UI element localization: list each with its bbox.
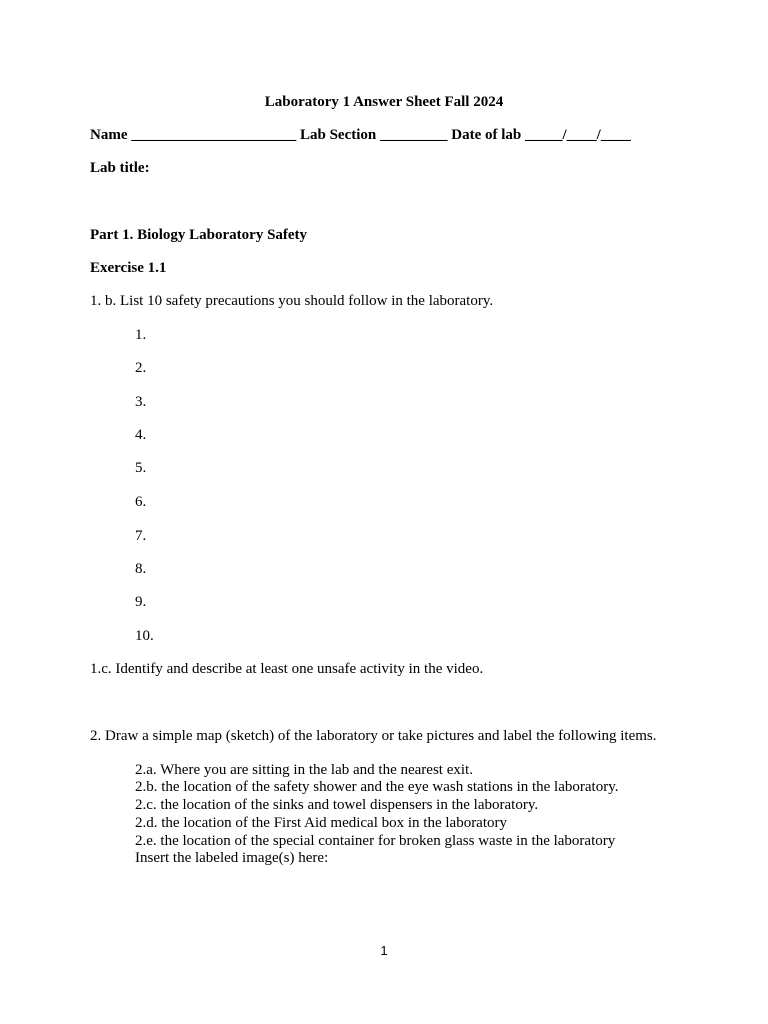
question-2: 2. Draw a simple map (sketch) of the laboratory or take pictures and label the following items. <box>90 728 657 744</box>
exercise-heading: Exercise 1.1 <box>90 260 167 276</box>
list-item: 3. <box>135 394 147 410</box>
document-title: Laboratory 1 Answer Sheet Fall 2024 <box>264 94 504 110</box>
page-number: 1 <box>380 943 388 958</box>
question-1c: 1.c. Identify and describe at least one unsafe activity in the video. <box>90 661 484 677</box>
list-item: 2.d. the location of the First Aid medical box in the laboratory <box>135 815 508 831</box>
list-item: 5. <box>135 460 147 476</box>
header-fields: Name ______________________ Lab Section _________ Date of lab _____/____/____ <box>90 127 631 143</box>
lab-title-label: Lab title: <box>90 160 150 176</box>
list-item: 6. <box>135 494 147 510</box>
list-item: 2.b. the location of the safety shower and the eye wash stations in the laboratory. <box>135 779 619 795</box>
list-item: 4. <box>135 427 147 443</box>
list-item: 2. <box>135 360 147 376</box>
list-item: 7. <box>135 528 147 544</box>
list-item: 10. <box>135 628 154 644</box>
list-item: 2.e. the location of the special container for broken glass waste in the laboratory <box>135 833 616 849</box>
list-item: 1. <box>135 327 147 343</box>
list-item: 8. <box>135 561 147 577</box>
part1-heading: Part 1. Biology Laboratory Safety <box>90 227 308 243</box>
question-1b: 1. b. List 10 safety precautions you should follow in the laboratory. <box>90 293 494 309</box>
insert-prompt: Insert the labeled image(s) here: <box>135 850 329 866</box>
list-item: 2.c. the location of the sinks and towel dispensers in the laboratory. <box>135 797 539 813</box>
list-item: 2.a. Where you are sitting in the lab and the nearest exit. <box>135 762 473 778</box>
list-item: 9. <box>135 594 147 610</box>
